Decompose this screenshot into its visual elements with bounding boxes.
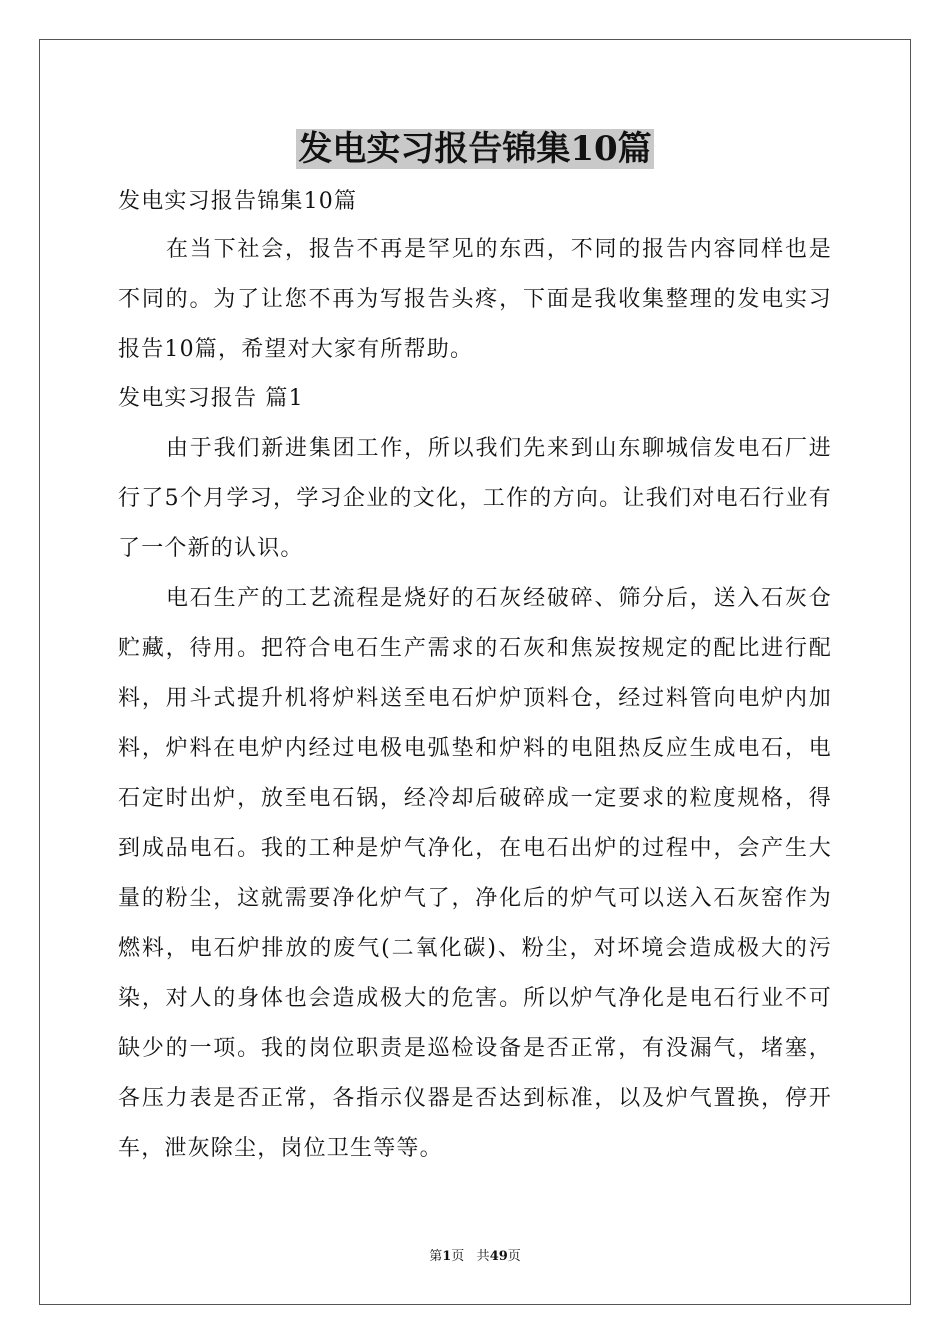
footer-total-suffix: 页 (507, 1249, 521, 1264)
body-paragraph-1: 由于我们新进集团工作，所以我们先来到山东聊城信发电石厂进行了5个月学习，学习企业的文化，工作的方向。让我们对电石行业有了一个新的认识。 (118, 436, 832, 561)
document-subtitle: 发电实习报告锦集10篇 (118, 189, 358, 214)
section-heading: 发电实习报告 篇1 (118, 386, 304, 411)
page-footer (0, 1248, 950, 1266)
footer-page-suffix: 页 (451, 1249, 465, 1264)
document-title-text: 发电实习报告锦集10篇 (298, 129, 652, 169)
document-title (0, 126, 950, 172)
footer-total-pages: 49 (489, 1249, 508, 1264)
footer-page-number: 1 (442, 1249, 452, 1264)
body-paragraph-2: 电石生产的工艺流程是烧好的石灰经破碎、筛分后，送入石灰仓贮藏，待用。把符合电石生产需求的石灰和焦炭按规定的配比进行配料，用斗式提升机将炉料送至电石炉炉顶料仓，经过料管向电炉内加料，炉料在电炉内经过电极电弧垫和炉料的电阻热反应生成电石，电石定时出炉，放至电石锅，经冷却后破碎成一定要求的粒度规格，得到成品电石。我的工种是炉气净化，在电石出炉的过程中，会产生大量的粉尘，这就需要净化炉气了，净化后的炉气可以送入石灰窑作为燃料，电石炉排放的废气(二氧化碳)、粉尘，对坏境会造成极大的污染，对人的身体也会造成极大的危害。所以炉气净化是电石行业不可缺少的一项。我的岗位职责是巡检设备是否正常，有没漏气，堵塞，各压力表是否正常，各指示仪器是否达到标准，以及炉气置换，停开车，泄灰除尘，岗位卫生等等。 (118, 586, 832, 1161)
intro-paragraph: 在当下社会，报告不再是罕见的东西，不同的报告内容同样也是不同的。为了让您不再为写报告头疼，下面是我收集整理的发电实习报告10篇，希望对大家有所帮助。 (118, 237, 832, 362)
footer-total-prefix: 共 (476, 1249, 490, 1264)
footer-page-prefix: 第 (429, 1249, 443, 1264)
